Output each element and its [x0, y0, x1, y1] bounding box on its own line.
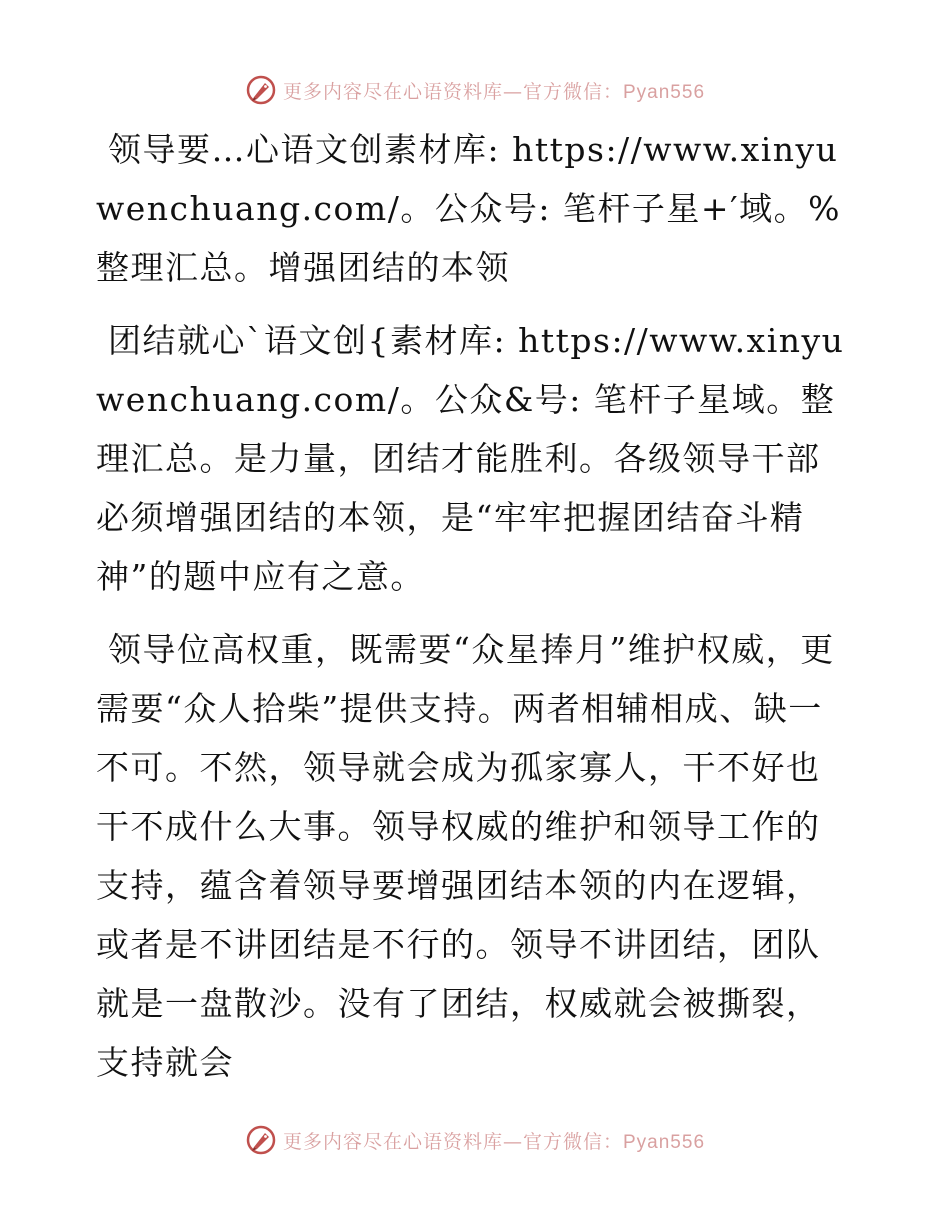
banner-text: 更多内容尽在心语资料库—官方微信：Pyan556 — [282, 1130, 706, 1153]
footer-banner — [0, 1122, 950, 1158]
header-banner — [0, 72, 950, 108]
document-body — [96, 120, 848, 1092]
pen-nib-logo-icon — [245, 74, 277, 106]
banner-text: 更多内容尽在心语资料库—官方微信：Pyan556 — [282, 80, 706, 103]
paragraph: 领导位高权重，既需要“众星捧月”维护权威，更需要“众人拾柴”提供支持。两者相辅相成、缺一不可。不然，领导就会成为孤家寡人，干不好也干不成什么大事。领导权威的维护和领导工作的支持，蕴含着领导要增强团结本领的内在逻辑，或者是不讲团结是不行的。领导不讲团结，团队就是一盘散沙。没有了团结，权威就会被撕裂，支持就会 — [96, 630, 835, 1082]
pen-nib-logo-icon — [245, 1124, 277, 1156]
paragraph: 团结就心`语文创{素材库: https://www.xinyuwenchuang.com/。公众&号: 笔杆子星域。整理汇总。是力量，团结才能胜利。各级领导干部必须增强团结的本领，是“牢牢把握团结奋斗精神”的题中应有之意。 — [96, 321, 845, 596]
paragraph: 领导要…心语文创素材库: https://www.xinyuwenchuang.com/。公众号: 笔杆子星+′域。%整理汇总。增强团结的本领 — [96, 130, 841, 287]
